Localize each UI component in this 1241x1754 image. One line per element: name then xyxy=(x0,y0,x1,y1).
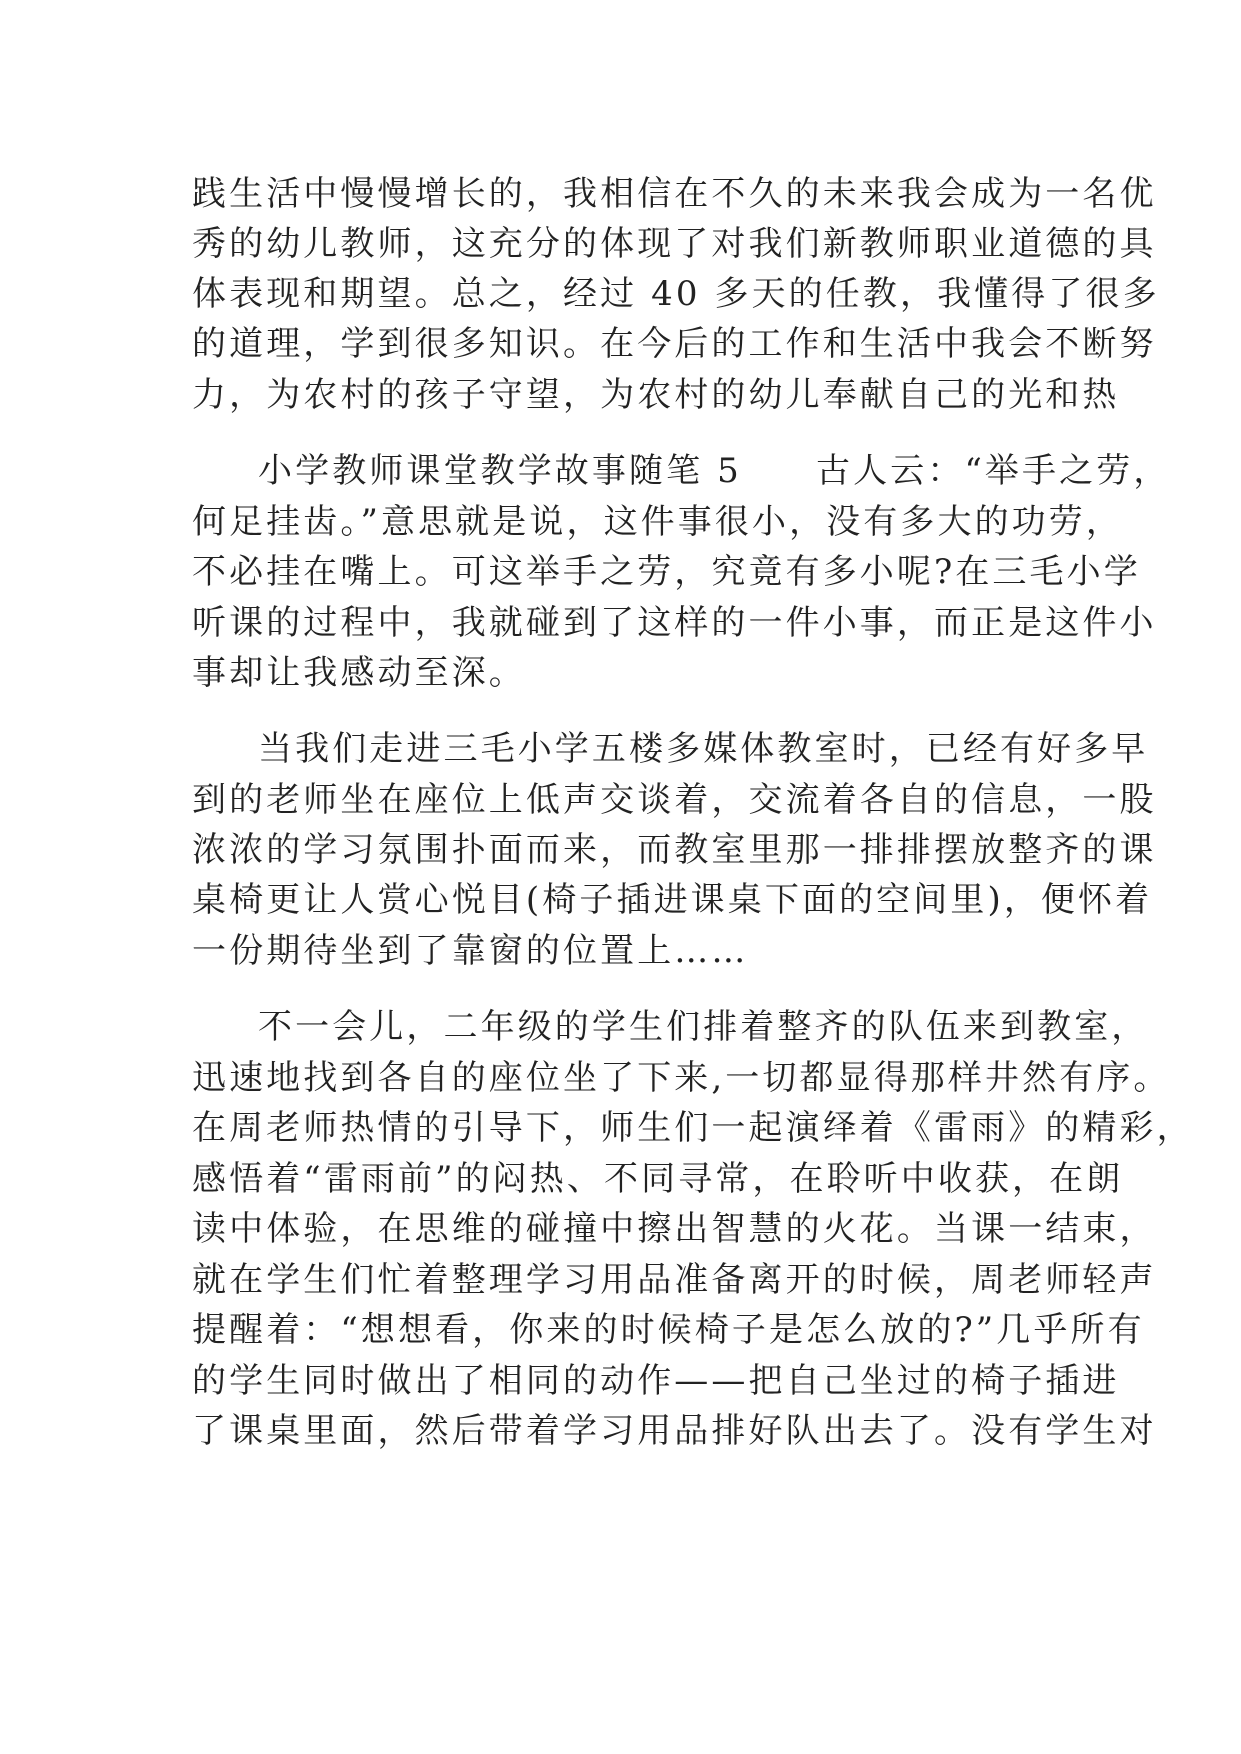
text-line: 了课桌里面，然后带着学习用品排好队出去了。没有学生对 xyxy=(192,1411,1157,1451)
text-line: 提醒着：“想想看，你来的时候椅子是怎么放的?”几乎所有 xyxy=(192,1310,1145,1350)
text-line: 的学生同时做出了相同的动作——把自己坐过的椅子插进 xyxy=(192,1361,1120,1401)
text-line: 力，为农村的孩子守望，为农村的幼儿奉献自己的光和热 xyxy=(192,375,1120,415)
text-line: 何足挂齿。”意思就是说，这件事很小，没有多大的功劳， xyxy=(192,502,1123,542)
text-line: 感悟着“雷雨前”的闷热、不同寻常，在聆听中收获，在朗 xyxy=(192,1159,1124,1199)
text-line: 的道理，学到很多知识。在今后的工作和生活中我会不断努 xyxy=(192,324,1157,364)
text-line: 迅速地找到各自的座位坐了下来,一切都显得那样井然有序。 xyxy=(192,1058,1171,1098)
text-line: 一份期待坐到了靠窗的位置上…… xyxy=(192,931,749,971)
text-line: 事却让我感动至深。 xyxy=(192,653,526,693)
text-line: 体表现和期望。总之，经过 40 多天的任教，我懂得了很多 xyxy=(192,274,1160,314)
text-line: 就在学生们忙着整理学习用品准备离开的时候，周老师轻声 xyxy=(192,1260,1157,1300)
text-line: 浓浓的学习氛围扑面而来，而教室里那一排排摆放整齐的课 xyxy=(192,830,1157,870)
text-line: 读中体验，在思维的碰撞中擦出智慧的火花。当课一结束， xyxy=(192,1209,1157,1249)
text-line: 当我们走进三毛小学五楼多媒体教室时，已经有好多早 xyxy=(258,729,1149,769)
text-line: 践生活中慢慢增长的，我相信在不久的未来我会成为一名优 xyxy=(192,174,1157,214)
text-line: 桌椅更让人赏心悦目(椅子插进课桌下面的空间里)，便怀着 xyxy=(192,880,1153,920)
text-line: 不一会儿，二年级的学生们排着整齐的队伍来到教室， xyxy=(258,1007,1149,1047)
section-heading-line: 小学教师课堂教学故事随笔 5 古人云：“举手之劳， xyxy=(258,451,1171,491)
text-line: 听课的过程中，我就碰到了这样的一件小事，而正是这件小 xyxy=(192,603,1157,643)
text-line: 在周老师热情的引导下，师生们一起演绎着《雷雨》的精彩， xyxy=(192,1108,1194,1148)
text-line: 不必挂在嘴上。可这举手之劳，究竟有多小呢?在三毛小学 xyxy=(192,552,1141,592)
text-line: 到的老师坐在座位上低声交谈着，交流着各自的信息，一股 xyxy=(192,780,1157,820)
text-line: 秀的幼儿教师，这充分的体现了对我们新教师职业道德的具 xyxy=(192,224,1157,264)
